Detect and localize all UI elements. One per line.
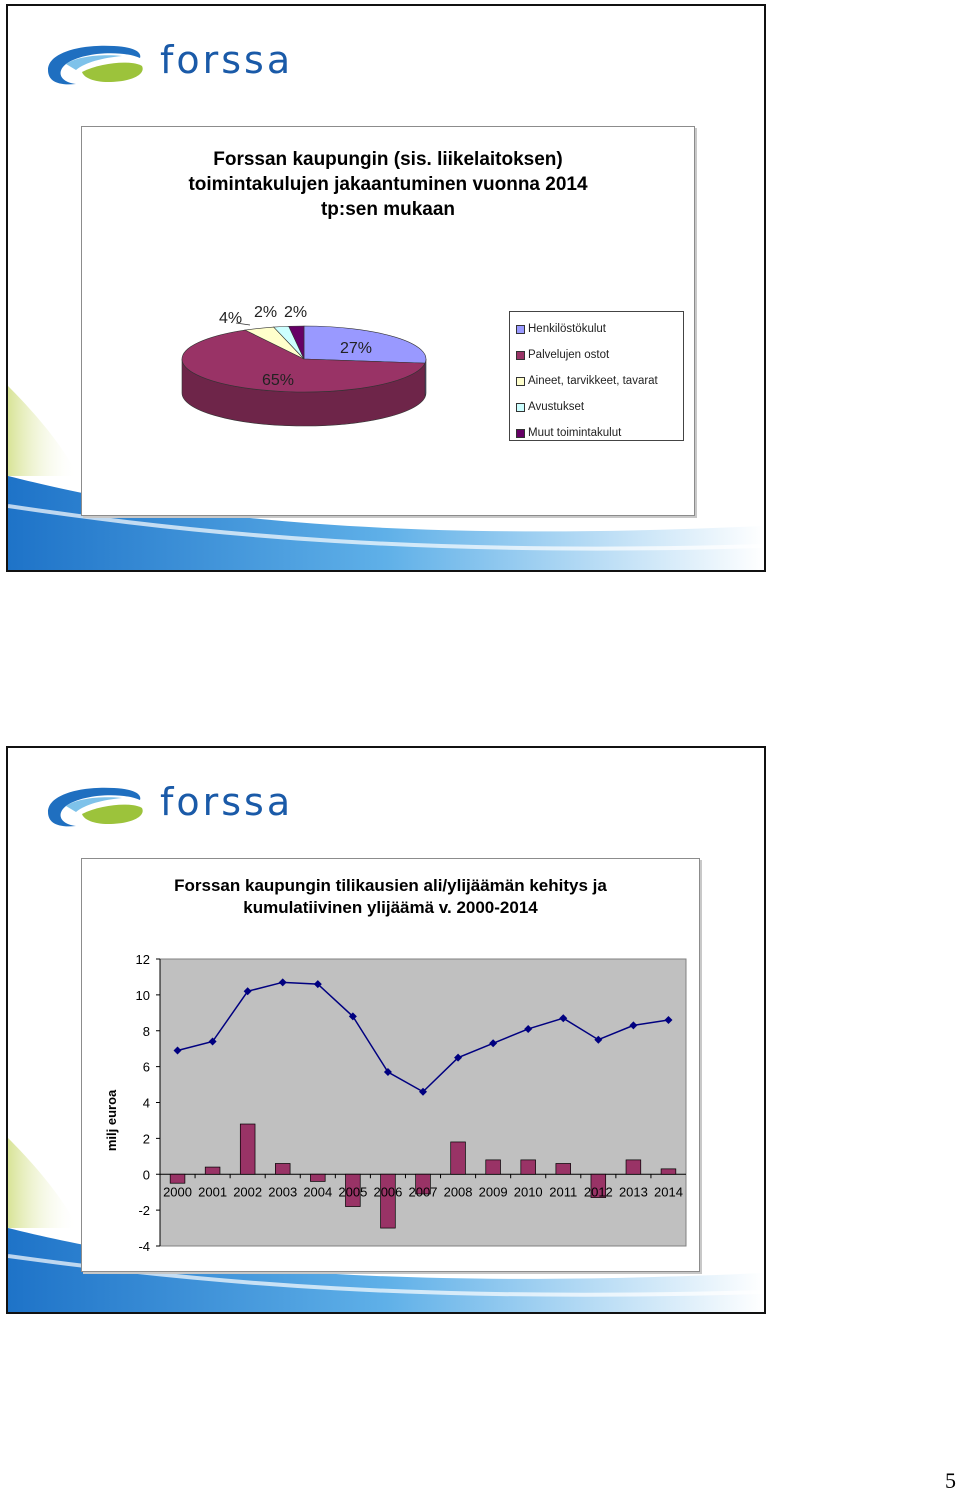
x-tick-label: 2010 (513, 1184, 543, 1200)
x-tick-label: 2005 (338, 1184, 368, 1200)
legend-label: Palvelujen ostot (528, 349, 610, 361)
bar-chart-title: Forssan kaupungin tilikausien ali/ylijäämän kehitys ja kumulatiivinen ylijäämä v. 2000-2014 (174, 876, 607, 917)
x-tick-label: 2011 (549, 1184, 578, 1200)
page-number: 5 (945, 1468, 956, 1493)
x-tick-label: 2009 (478, 1184, 508, 1200)
legend-swatch (516, 377, 525, 386)
x-tick-label: 2002 (233, 1184, 263, 1200)
legend-item (516, 316, 677, 342)
y-tick-label: 8 (142, 1023, 150, 1039)
x-tick-label: 2012 (583, 1184, 613, 1200)
bar (170, 1174, 185, 1183)
bar-line-chart-panel (81, 858, 700, 1272)
logo-swoosh-icon (42, 784, 152, 834)
legend-label: Avustukset (528, 401, 585, 413)
x-tick-label: 2007 (408, 1184, 438, 1200)
pie-data-label: 65% (262, 372, 295, 389)
pie-chart-panel (81, 126, 695, 516)
forssa-logo (42, 38, 294, 92)
slide-1 (6, 4, 766, 572)
legend-label: Henkilöstökulut (528, 323, 606, 335)
legend-item (516, 420, 677, 446)
pie-legend (509, 311, 684, 441)
pie-chart-title: Forssan kaupungin (sis. liikelaitoksen) toimintakulujen jakaantuminen vuonna 2014 tp:sen mukaan (188, 149, 588, 220)
y-tick-label: -4 (138, 1239, 150, 1254)
legend-item (516, 394, 677, 420)
x-tick-label: 2001 (198, 1184, 228, 1200)
slide-2 (6, 746, 766, 1314)
pie-data-label: 2% (284, 304, 308, 321)
bar (240, 1124, 255, 1174)
bar (451, 1142, 466, 1174)
bar (626, 1160, 641, 1174)
y-axis-label: milj euroa (104, 1089, 119, 1152)
bar (310, 1174, 325, 1181)
bar (275, 1163, 290, 1174)
legend-label: Muut toimintakulut (528, 427, 622, 439)
legend-swatch (516, 351, 525, 360)
pie-data-label: 4% (219, 310, 243, 327)
forssa-logo (42, 780, 294, 834)
x-tick-label: 2008 (443, 1184, 473, 1200)
x-tick-label: 2004 (303, 1184, 333, 1200)
y-tick-label: 6 (142, 1059, 150, 1075)
legend-swatch (516, 403, 525, 412)
y-tick-label: 0 (142, 1167, 150, 1183)
x-tick-label: 2013 (618, 1184, 648, 1200)
legend-swatch (516, 429, 525, 438)
y-tick-label: 10 (135, 987, 150, 1003)
logo-text: forssa (160, 38, 294, 82)
bar (521, 1160, 536, 1174)
pie-data-label: 2% (254, 304, 278, 321)
bar (661, 1169, 676, 1174)
x-tick-label: 2000 (163, 1184, 192, 1200)
bar (486, 1160, 501, 1174)
x-tick-label: 2006 (373, 1184, 403, 1200)
pie-data-label: 27% (340, 340, 373, 357)
x-tick-label: 2003 (268, 1184, 298, 1200)
bar-line-chart (82, 859, 699, 1271)
legend-item (516, 342, 677, 368)
bar (205, 1167, 220, 1174)
bar (381, 1174, 396, 1228)
bar (556, 1163, 571, 1174)
legend-swatch (516, 325, 525, 334)
y-tick-label: 4 (142, 1095, 150, 1111)
y-tick-label: 12 (135, 952, 150, 967)
logo-text: forssa (160, 780, 294, 824)
y-tick-label: -2 (138, 1203, 150, 1219)
plot-area (160, 959, 686, 1246)
y-tick-label: 2 (142, 1131, 150, 1147)
legend-label: Aineet, tarvikkeet, tavarat (528, 375, 658, 387)
x-tick-label: 2014 (654, 1184, 683, 1200)
logo-swoosh-icon (42, 42, 152, 92)
legend-item (516, 368, 677, 394)
